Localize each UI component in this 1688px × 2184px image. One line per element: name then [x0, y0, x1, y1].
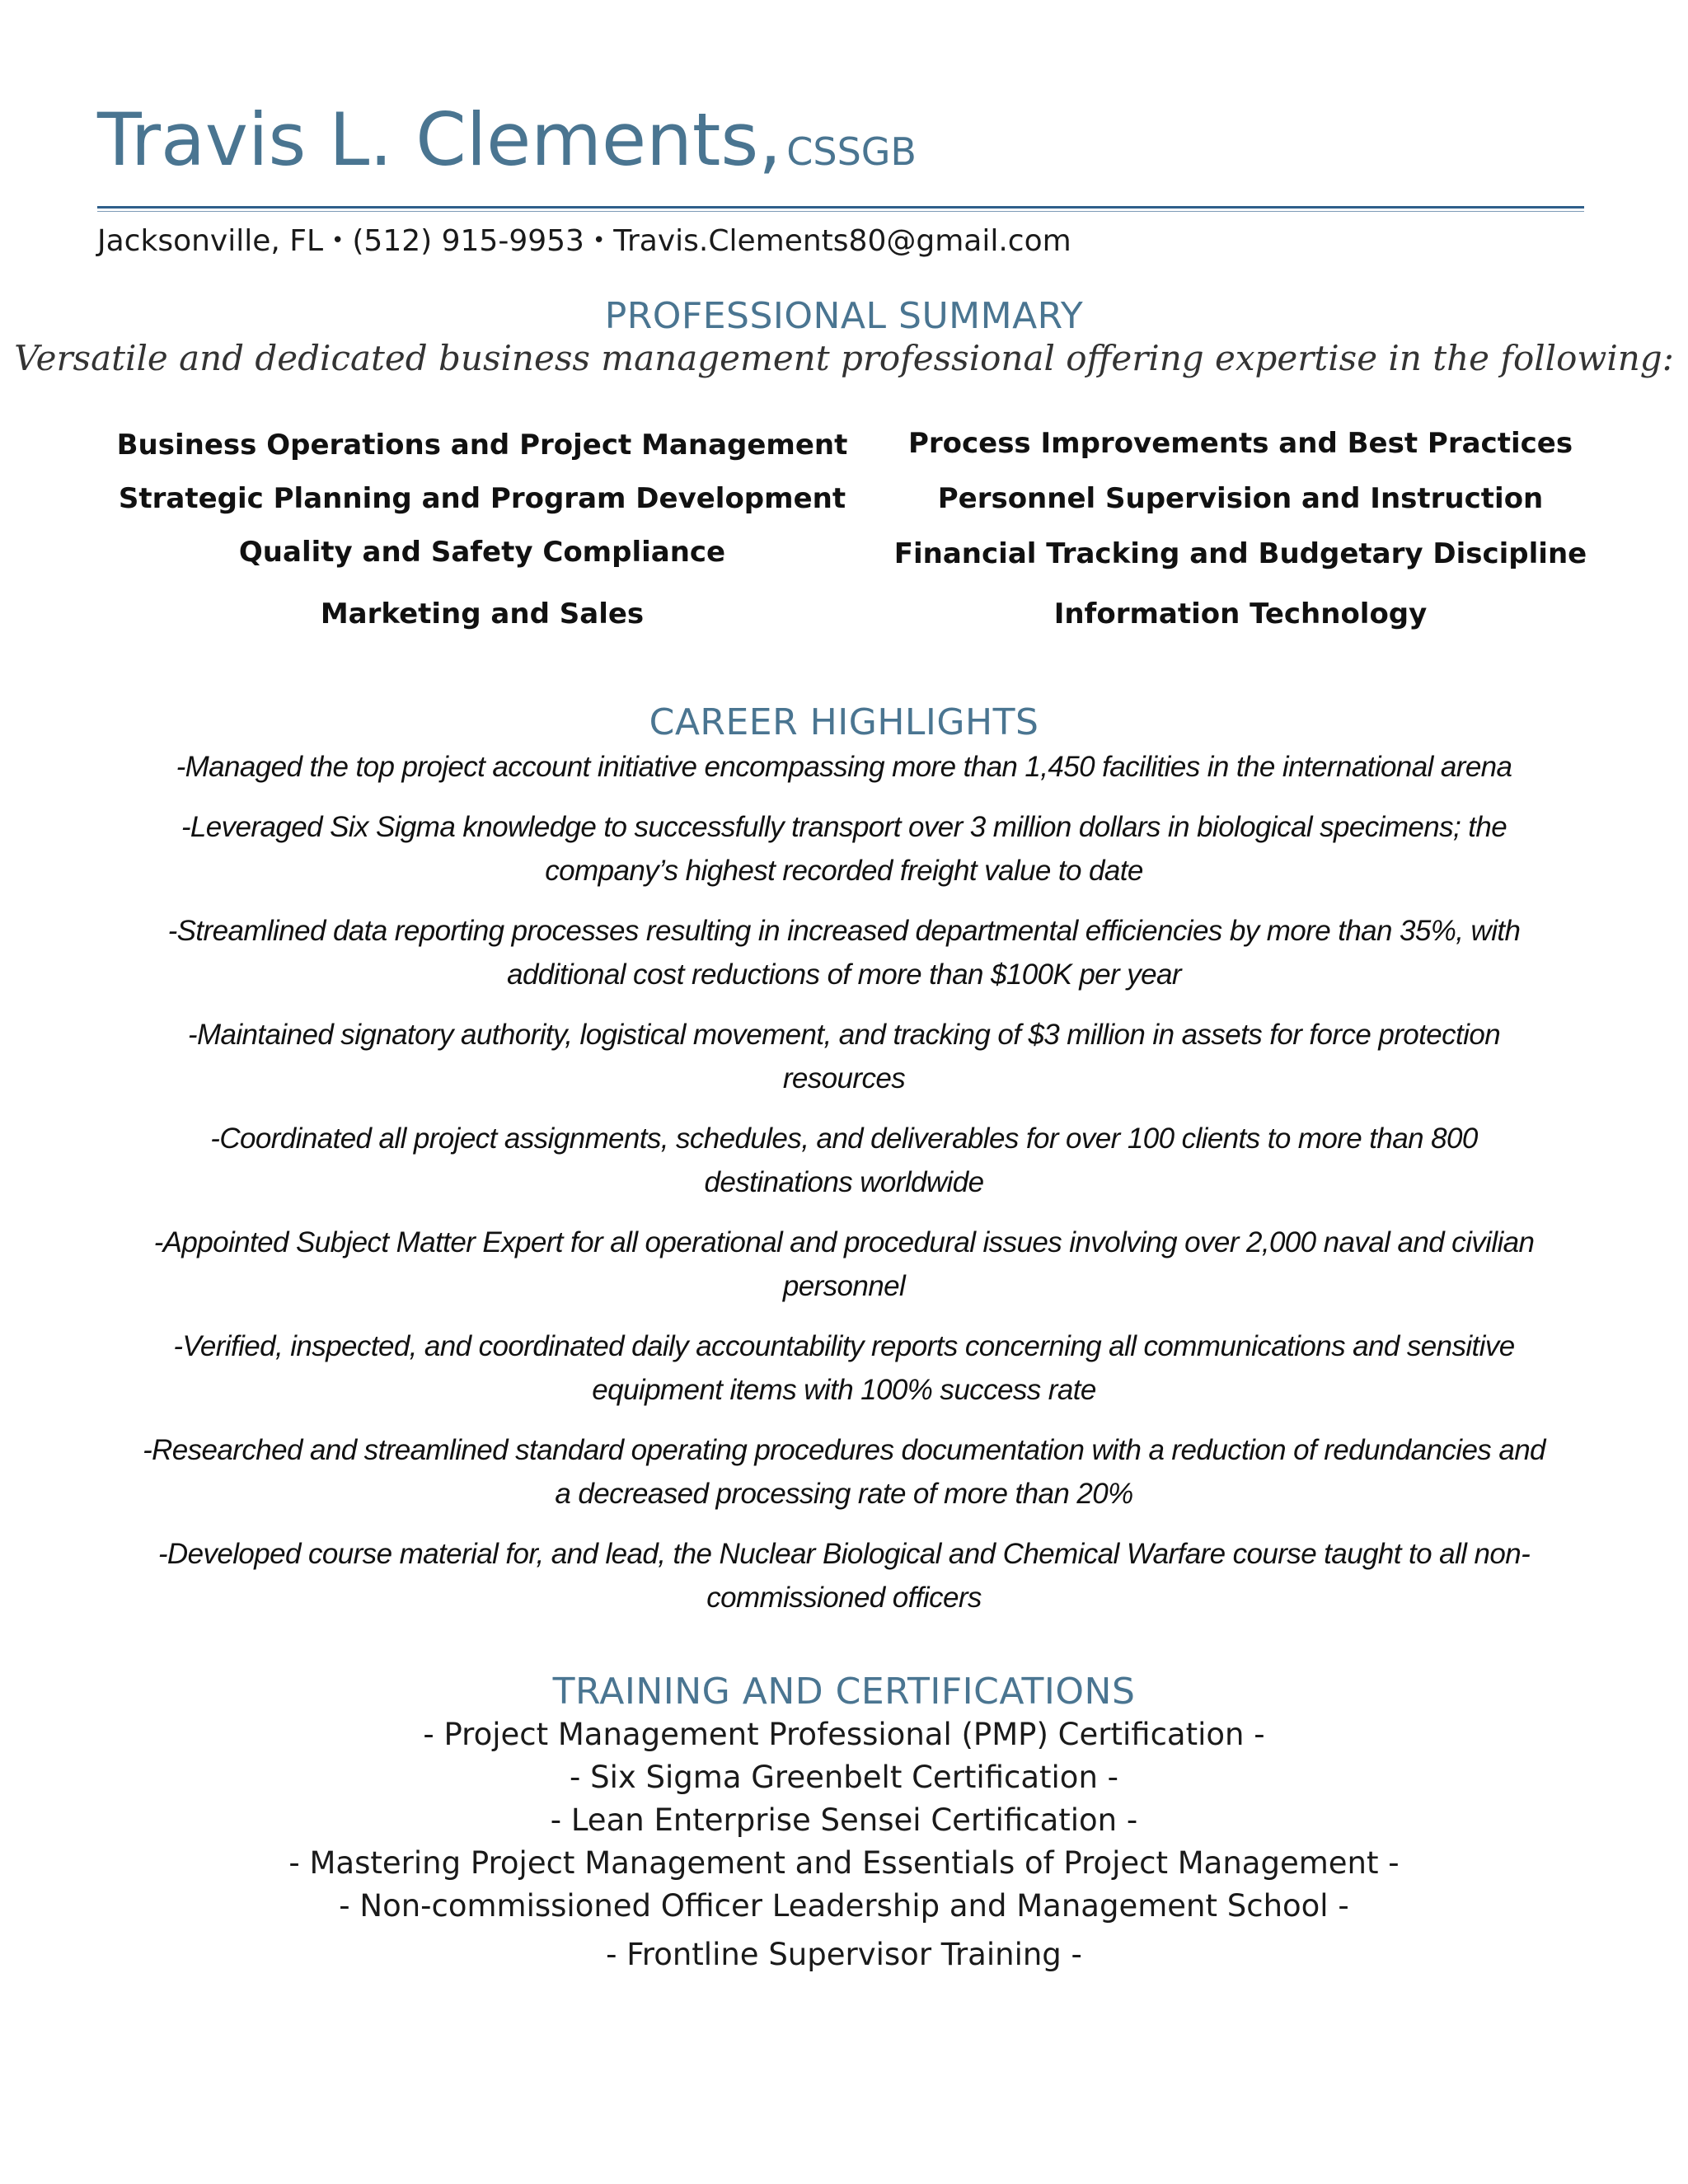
summary-heading: PROFESSIONAL SUMMARY [604, 295, 1084, 337]
skill-item: Business Operations and Project Management [116, 429, 848, 462]
career-highlight-item: -Maintained signatory authority, logistical movement, and tracking of $3 million in assets for force protection resources [187, 1019, 1501, 1094]
header-divider [97, 206, 1584, 209]
career-highlight-item: -Leveraged Six Sigma knowledge to successfully transport over 3 million dollars in biological specimens; the company’s highest recorded freight value to date [181, 811, 1507, 887]
separator-dot: • [331, 228, 345, 253]
header-divider-thin [97, 211, 1584, 212]
summary-intro: Versatile and dedicated business management professional offering expertise in the following: [14, 338, 1674, 378]
certification-item: - Lean Enterprise Sensei Certification - [550, 1802, 1138, 1838]
skill-item: Marketing and Sales [320, 598, 645, 630]
skill-item: Quality and Safety Compliance [238, 536, 726, 569]
career-highlight-item: -Researched and streamlined standard operating procedures documentation with a reduction of redundancies and a decreased processing rate of more than 20% [143, 1434, 1545, 1510]
skill-item: Personnel Supervision and Instruction [937, 482, 1544, 515]
separator-dot: • [592, 228, 606, 253]
career-heading: CAREER HIGHLIGHTS [649, 701, 1039, 743]
career-highlight-item: -Managed the top project account initiative encompassing more than 1,450 facilities in the international arena [176, 751, 1512, 783]
skill-item: Financial Tracking and Budgetary Discipline [893, 537, 1587, 570]
career-highlight-item: -Developed course material for, and lead, the Nuclear Biological and Chemical Warfare course taught to all non-commissioned officers [157, 1538, 1531, 1614]
certification-item: - Mastering Project Management and Essentials of Project Management - [288, 1845, 1400, 1881]
skill-item: Strategic Planning and Program Development [118, 482, 846, 515]
skill-item: Process Improvements and Best Practices [907, 427, 1573, 460]
career-highlight-item: -Verified, inspected, and coordinated daily accountability reports concerning all communications and sensitive equipment items with 100% success rate [173, 1330, 1515, 1406]
training-heading: TRAINING AND CERTIFICATIONS [552, 1671, 1136, 1713]
candidate-credential: CSSGB [786, 129, 917, 174]
name-header [97, 97, 917, 182]
certification-item: - Non-commissioned Officer Leadership and Management School - [339, 1888, 1349, 1924]
career-highlight-item: -Coordinated all project assignments, schedules, and deliverables for over 100 clients to more than 800 destinations worldwide [210, 1122, 1478, 1198]
career-highlight-item: -Streamlined data reporting processes resulting in increased departmental efficiencies by more than 35%, with additional cost reductions of more than $100K per year [167, 915, 1521, 991]
contact-line [97, 224, 1071, 258]
contact-phone: (512) 915-9953 [352, 224, 584, 258]
certification-item: - Project Management Professional (PMP) Certification - [423, 1717, 1265, 1752]
certification-item: - Frontline Supervisor Training - [606, 1937, 1082, 1972]
candidate-name: Travis L. Clements, [97, 97, 782, 182]
contact-location: Jacksonville, FL [97, 224, 324, 258]
certification-item: - Six Sigma Greenbelt Certification - [569, 1760, 1119, 1795]
contact-email: Travis.Clements80@gmail.com [613, 224, 1071, 258]
skill-item: Information Technology [1053, 598, 1428, 630]
career-highlight-item: -Appointed Subject Matter Expert for all operational and procedural issues involving over 2,000 naval and civilian personnel [153, 1226, 1535, 1302]
